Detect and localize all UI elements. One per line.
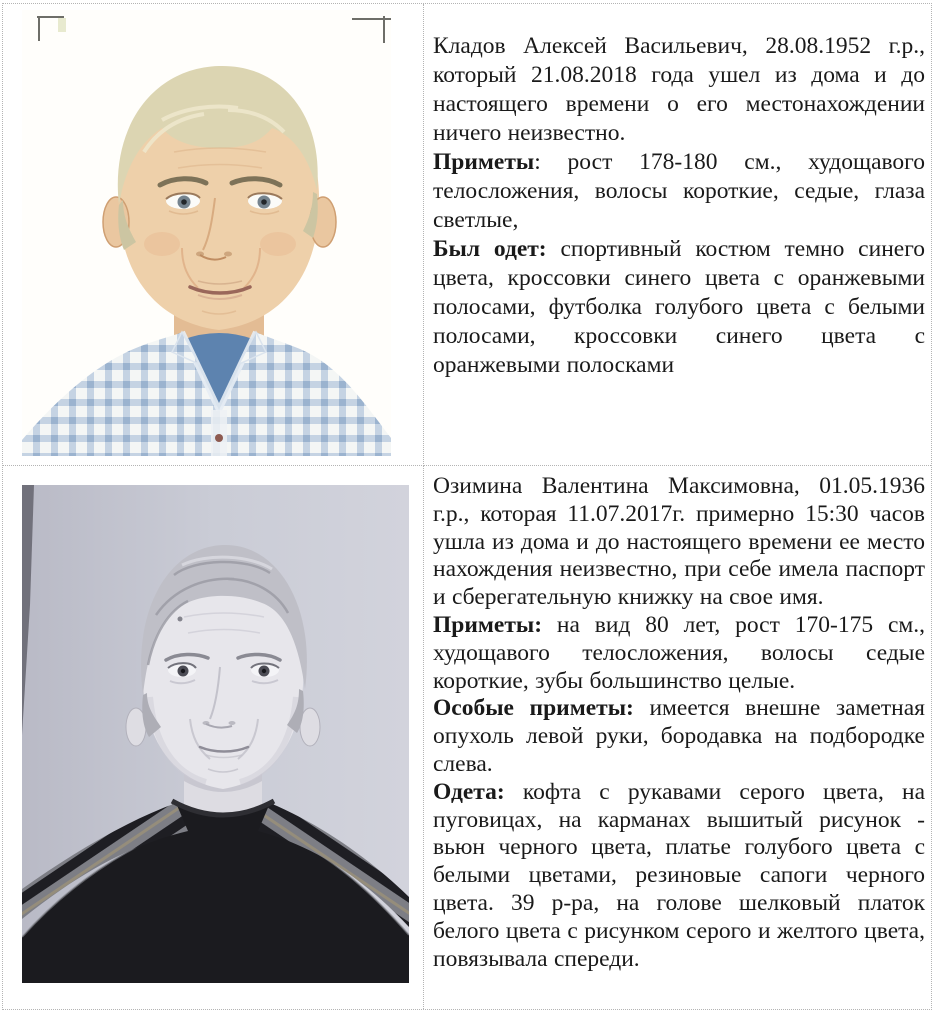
paragraph-text: имеется внешне заметная опухоль левой руки, бородавка на подбородке слева. <box>433 695 925 777</box>
missing-persons-bulletin <box>2 3 932 1010</box>
paragraph-text: Озимина Валентина Максимовна, 01.05.1936 г.р., которая 11.07.2017г. примерно 15:30 часов ушла из дома и до настоящего времени ее место нахождения неизвестно, при себе имела паспорт и сберегательную книжку на свое имя. <box>433 473 925 611</box>
record-text-woman <box>424 466 931 1009</box>
photo-cell-man <box>3 4 424 466</box>
record-text-man <box>424 4 931 466</box>
record1-primety-paragraph <box>433 148 925 235</box>
paragraph-label: Приметы <box>433 149 535 175</box>
paragraph-text: спортивный костюм темно синего цвета, кроссовки синего цвета с оранжевыми полосами, футболка голубого цвета с белыми полосами, кроссовки синего цвета с оранжевыми полосками <box>433 236 925 378</box>
man-portrait-photo <box>22 10 391 456</box>
paragraph-text: Кладов Алексей Васильевич, 28.08.1952 г.р., который 21.08.2018 года ушел из дома и до настоящего времени о его местонахождении ничего неизвестно. <box>433 33 925 146</box>
man-portrait-illustration <box>22 10 391 456</box>
photo-cell-woman <box>3 466 424 1009</box>
woman-portrait-illustration <box>22 485 409 983</box>
paragraph-text: кофта с рукавами серого цвета, на пуговицах, на карманах вышитый рисунок - вьюн черного цвета, платье голубого цвета с белыми цветами, резиновые сапоги черного цвета. 39 р-ра, на голове шелковый платок белого цвета с рисунком серого и желтого цвета, повязывала спереди. <box>433 778 925 972</box>
record2-intro-paragraph <box>433 473 925 612</box>
paragraph-label: Одета: <box>433 778 505 805</box>
paragraph-text: : рост 178-180 см., худощавого телосложения, волосы короткие, седые, глаза светлые, <box>433 149 925 233</box>
record1-clothing-paragraph <box>433 235 925 380</box>
record2-primety-paragraph <box>433 612 925 695</box>
paragraph-text: на вид 80 лет, рост 170-175 см., худощавого телосложения, волосы седые короткие, зубы большинство целые. <box>433 611 925 694</box>
paragraph-label: Был одет: <box>433 236 547 262</box>
record1-intro-paragraph <box>433 32 925 148</box>
woman-portrait-photo <box>22 485 409 983</box>
paragraph-label: Приметы: <box>433 611 543 638</box>
paragraph-label: Особые приметы: <box>433 695 634 722</box>
record2-special-signs-paragraph <box>433 695 925 778</box>
record2-clothing-paragraph <box>433 779 925 974</box>
